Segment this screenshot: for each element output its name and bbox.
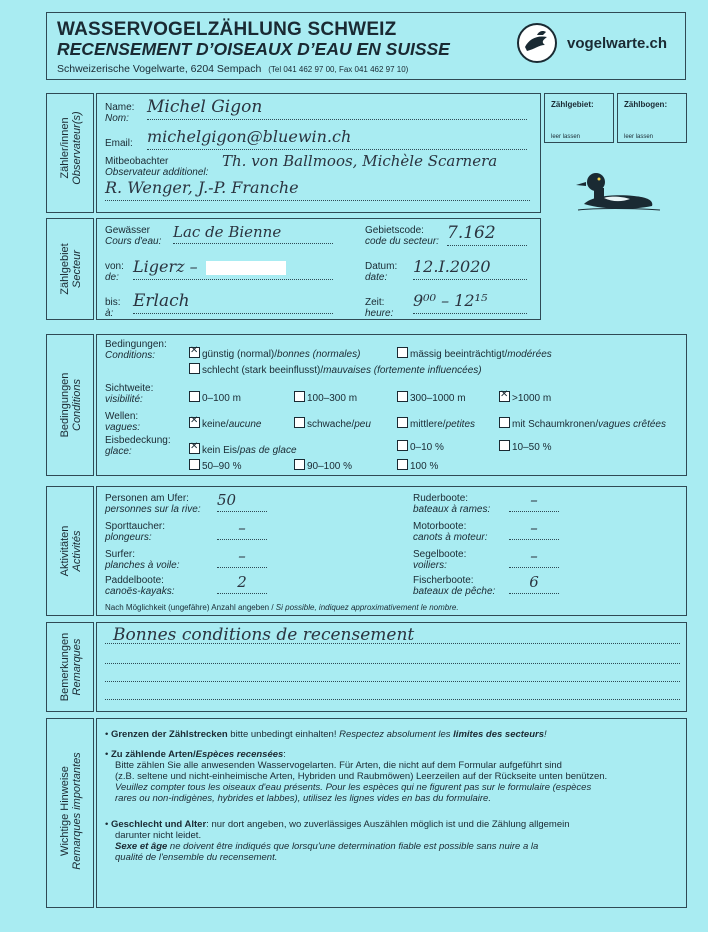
note1-end: ! bbox=[544, 729, 547, 740]
remarks-box bbox=[96, 622, 687, 712]
duck-illustration-icon bbox=[574, 166, 664, 216]
shore-value[interactable]: 50 bbox=[217, 491, 267, 512]
diver-label-de: Sporttaucher: bbox=[105, 521, 166, 532]
ice-3-text: 10–50 % bbox=[512, 442, 552, 453]
conditions-label-fr: Conditions bbox=[71, 379, 83, 431]
cond-moderate-text: mässig beeinträchtigt/ bbox=[410, 349, 508, 360]
leer-lassen-1: leer lassen bbox=[551, 134, 581, 140]
vogelwarte-logo bbox=[517, 23, 557, 63]
shore-label-fr: personnes sur la rive: bbox=[105, 504, 201, 515]
to-label bbox=[105, 297, 121, 319]
date-label-de: Datum: bbox=[365, 261, 398, 272]
activities-side bbox=[46, 486, 94, 616]
ice-2-checkbox[interactable] bbox=[397, 440, 408, 451]
from-label-fr: de: bbox=[105, 272, 119, 283]
vis-3-checkbox[interactable] bbox=[397, 391, 408, 402]
cond-good-checkbox[interactable] bbox=[189, 347, 200, 358]
note3-line4: qualité de l'ensemble du recensement. bbox=[115, 852, 278, 863]
diver-label bbox=[105, 521, 165, 543]
sector-section-label bbox=[59, 217, 83, 321]
vis-option-3[interactable] bbox=[397, 391, 466, 404]
water-value[interactable]: Lac de Bienne bbox=[173, 223, 333, 244]
wave-label-de: Wellen: bbox=[105, 411, 139, 422]
water-label-fr: Cours d'eau: bbox=[105, 236, 162, 247]
time-value[interactable]: 9⁰⁰ – 12¹⁵ bbox=[413, 291, 527, 314]
vis-option-4[interactable] bbox=[499, 391, 551, 404]
notes-side bbox=[46, 718, 94, 908]
paddle-label bbox=[105, 575, 174, 597]
wave-label-fr: vagues: bbox=[105, 422, 141, 433]
notes-box bbox=[96, 718, 687, 908]
brand-name: vogelwarte.ch bbox=[567, 35, 668, 52]
cond-good-text-fr: bonnes (normales) bbox=[277, 349, 361, 360]
wave-3-text: mittlere/ bbox=[410, 419, 446, 430]
vis-2-text: 100–300 m bbox=[307, 393, 358, 404]
code-label-de: Gebietscode: bbox=[365, 225, 424, 236]
wave-4-text-fr: vagues crêtées bbox=[598, 419, 666, 430]
sector-side bbox=[46, 218, 94, 320]
cond-option-bad[interactable] bbox=[189, 363, 482, 376]
note1-italic: Respectez absolument les bbox=[339, 729, 454, 740]
note3-line2: darunter nicht leidet. bbox=[115, 830, 202, 841]
sector-label-fr: Secteur bbox=[71, 250, 83, 288]
note2-head-end: : bbox=[283, 749, 286, 760]
co-observer-value-2[interactable]: R. Wenger, J.-P. Franche bbox=[105, 178, 530, 201]
note1-text: bitte unbedingt einhalten! bbox=[227, 729, 340, 740]
motor-label bbox=[413, 521, 487, 543]
vis-label bbox=[105, 383, 153, 405]
row-value[interactable]: – bbox=[509, 491, 559, 512]
note2-head: Zu zählende Arten/ bbox=[110, 749, 196, 760]
bird-logo-icon bbox=[519, 25, 555, 61]
from-label-de: von: bbox=[105, 261, 124, 272]
email-label: Email: bbox=[105, 138, 133, 149]
title-de: WASSERVOGELZÄHLUNG SCHWEIZ bbox=[57, 19, 397, 40]
wave-4-text: mit Schaumkronen/ bbox=[512, 419, 599, 430]
remarks-line-4 bbox=[105, 699, 680, 700]
wave-option-4[interactable] bbox=[499, 417, 666, 430]
vis-3-text: 300–1000 m bbox=[410, 393, 466, 404]
fish-label bbox=[413, 575, 495, 597]
zahlbogen-box bbox=[617, 93, 687, 143]
ice-option-5[interactable] bbox=[294, 459, 352, 472]
ice-label bbox=[105, 435, 171, 457]
note2-line4: rares ou non-indigènes, hybrides et labbes), utilisez les lignes vides en bas du formulaire. bbox=[115, 793, 491, 804]
cond-option-moderate[interactable] bbox=[397, 347, 552, 360]
observer-side bbox=[46, 93, 94, 213]
sail-label-de: Segelboote: bbox=[413, 549, 467, 560]
ice-option-4[interactable] bbox=[189, 459, 241, 472]
vis-option-2[interactable] bbox=[294, 391, 357, 404]
wave-1-text: keine/ bbox=[202, 419, 229, 430]
surf-label-fr: planches à voile: bbox=[105, 560, 180, 571]
remarks-side bbox=[46, 622, 94, 712]
co-observer-value-1[interactable]: Th. von Ballmoos, Michèle Scarnera bbox=[222, 152, 498, 170]
conditions-side bbox=[46, 334, 94, 476]
observer-box bbox=[96, 93, 541, 213]
row-label-de: Ruderboote: bbox=[413, 493, 469, 504]
paddle-label-de: Paddelboote: bbox=[105, 575, 164, 586]
conditions-section-label bbox=[59, 335, 83, 475]
wave-2-text-fr: peu bbox=[354, 419, 371, 430]
remarks-section-label bbox=[59, 621, 83, 713]
surf-label bbox=[105, 549, 180, 571]
note3-bold: Sexe et âge bbox=[115, 841, 168, 852]
ice-6-checkbox[interactable] bbox=[397, 459, 408, 470]
ice-1-text-fr: pas de glace bbox=[239, 445, 297, 456]
phone-text: (Tel 041 462 97 00, Fax 041 462 97 10) bbox=[268, 65, 409, 74]
sail-label bbox=[413, 549, 466, 571]
water-label bbox=[105, 225, 161, 247]
ice-4-text: 50–90 % bbox=[202, 461, 242, 472]
activities-label-de: Aktivitäten bbox=[59, 525, 71, 577]
date-label-fr: date: bbox=[365, 272, 388, 283]
header-address bbox=[57, 63, 408, 75]
ice-2-text: 0–10 % bbox=[410, 442, 444, 453]
zahlgebiet-box bbox=[544, 93, 614, 143]
remarks-label-de: Bemerkungen bbox=[59, 632, 71, 702]
shore-label bbox=[105, 493, 201, 515]
note3-line3: ne doivent être indiqués que lorsqu'une determination fiable est possible sans nuire a la bbox=[167, 841, 539, 852]
sail-value[interactable]: – bbox=[509, 547, 559, 568]
ice-5-text: 90–100 % bbox=[307, 461, 353, 472]
time-label bbox=[365, 297, 393, 319]
sail-label-fr: voiliers: bbox=[413, 560, 447, 571]
vis-label-de: Sichtweite: bbox=[105, 383, 154, 394]
note2-head-it: Espèces recensées bbox=[195, 749, 284, 760]
vis-label-fr: visibilité: bbox=[105, 394, 143, 405]
ice-option-1[interactable] bbox=[189, 443, 297, 456]
name-label-de: Name: bbox=[105, 102, 135, 113]
surf-label-de: Surfer: bbox=[105, 549, 136, 560]
row-label-fr: bateaux à rames: bbox=[413, 504, 491, 515]
wave-label bbox=[105, 411, 140, 433]
notes-section-label bbox=[59, 722, 83, 900]
remarks-line-3 bbox=[105, 681, 680, 682]
note-bullet-2: • Zu zählende Arten/Espèces recensées: Bitte zählen Sie alle anwesenden Wasservogelarten. Für Arten, die nicht auf dem Formular aufgeführt sind (z.B. seltene und nicht-einheimische Arten, Hybriden und Raubmöwen) Leerzeilen auf der Rückseite unten benützen. Veuillez compter tous les oiseaux d'eau présents. Pour les espèces qui ne figurent pas sur le formulaire (espèces rares ou non-indigènes, hybrides et labbes), utilisez les lignes vides en bas du formulaire. bbox=[105, 749, 680, 804]
note2-line2: (z.B. seltene und nicht-einheimische Arten, Hybriden und Raubmöwen) Leerzeilen auf der Rückseite unten benützen. bbox=[115, 771, 608, 782]
remarks-label-fr: Remarques bbox=[71, 638, 83, 696]
diver-label-fr: plongeurs: bbox=[105, 532, 152, 543]
paddle-value[interactable]: 2 bbox=[217, 573, 267, 594]
activities-section-label bbox=[59, 487, 83, 615]
leer-lassen-2: leer lassen bbox=[624, 134, 654, 140]
from-value: Ligerz – bbox=[133, 257, 198, 276]
time-label-de: Zeit: bbox=[365, 297, 385, 308]
ice-option-2[interactable] bbox=[397, 440, 444, 453]
vis-1-text: 0–100 m bbox=[202, 393, 241, 404]
cond-option-good[interactable] bbox=[189, 347, 360, 360]
ice-option-3[interactable] bbox=[499, 440, 551, 453]
remarks-line-1 bbox=[105, 643, 680, 644]
to-label-de: bis: bbox=[105, 297, 121, 308]
code-label bbox=[365, 225, 439, 247]
ice-label-de: Eisbedeckung: bbox=[105, 435, 171, 446]
date-label bbox=[365, 261, 397, 283]
vis-option-1[interactable] bbox=[189, 391, 241, 404]
wave-option-3[interactable] bbox=[397, 417, 475, 430]
note-bullet-1: • Grenzen der Zählstrecken bitte unbedingt einhalten! Respectez absolument les limites des secteurs! bbox=[105, 729, 547, 740]
redaction-block bbox=[206, 261, 286, 275]
note3-head: Geschlecht und Alter bbox=[110, 819, 207, 830]
note-de: Nach Möglichkeit (ungefähre) Anzahl angeben / bbox=[105, 603, 274, 612]
to-label-fr: à: bbox=[105, 308, 114, 319]
note1-bold2: limites des secteurs bbox=[453, 729, 544, 740]
vis-1-checkbox[interactable] bbox=[189, 391, 200, 402]
cond-label-fr: Conditions: bbox=[105, 350, 156, 361]
wave-4-checkbox[interactable] bbox=[499, 417, 510, 428]
to-value[interactable]: Erlach bbox=[133, 291, 333, 314]
vis-4-checkbox[interactable] bbox=[499, 391, 510, 402]
note-fr: Si possible, indiquez approximativement le nombre. bbox=[275, 603, 459, 612]
observer-label-fr: Observateur(s) bbox=[71, 111, 83, 185]
water-label-de: Gewässer bbox=[105, 225, 151, 236]
wave-option-2[interactable] bbox=[294, 417, 371, 430]
shore-label-de: Personen am Ufer: bbox=[105, 493, 189, 504]
from-field[interactable] bbox=[133, 257, 333, 280]
fish-label-fr: bateaux de pêche: bbox=[413, 586, 496, 597]
time-label-fr: heure: bbox=[365, 308, 394, 319]
vis-2-checkbox[interactable] bbox=[294, 391, 305, 402]
observer-section-label bbox=[59, 84, 83, 212]
vis-4-text: >1000 m bbox=[512, 393, 552, 404]
cond-bad-checkbox[interactable] bbox=[189, 363, 200, 374]
code-value[interactable]: 7.162 bbox=[447, 223, 527, 246]
paddle-label-fr: canoës-kayaks: bbox=[105, 586, 175, 597]
ice-option-6[interactable] bbox=[397, 459, 438, 472]
observer-label-de: Zähler/innen bbox=[59, 117, 71, 179]
wave-2-text: schwache/ bbox=[307, 419, 355, 430]
date-value[interactable]: 12.I.2020 bbox=[413, 257, 527, 280]
from-label bbox=[105, 261, 124, 283]
cond-good-text: günstig (normal)/ bbox=[202, 349, 278, 360]
sector-box bbox=[96, 218, 541, 320]
note3-line1: : nur dort angeben, wo zuverlässiges Auszählen möglich ist und die Zählung allgemein bbox=[206, 819, 570, 830]
conditions-label-de: Bedingungen bbox=[59, 372, 71, 438]
cond-bad-text-fr: mauvaises (fortemente influencées) bbox=[323, 365, 482, 376]
cond-label-de: Bedingungen: bbox=[105, 339, 167, 350]
notes-label-fr: Remarques importantes bbox=[71, 752, 83, 870]
conditions-box bbox=[96, 334, 687, 476]
fish-label-de: Fischerboote: bbox=[413, 575, 474, 586]
fish-value[interactable]: 6 bbox=[509, 573, 559, 594]
cond-moderate-text-fr: modérées bbox=[507, 349, 552, 360]
ice-5-checkbox[interactable] bbox=[294, 459, 305, 470]
title-fr: RECENSEMENT D’OISEAUX D’EAU EN SUISSE bbox=[57, 39, 450, 59]
address-text: Schweizerische Vogelwarte, 6204 Sempach bbox=[57, 63, 262, 75]
name-value[interactable]: Michel Gigon bbox=[147, 97, 527, 120]
name-label bbox=[105, 102, 134, 124]
row-label bbox=[413, 493, 490, 515]
co-label-fr: Observateur additionel: bbox=[105, 167, 209, 178]
cond-bad-text: schlecht (stark beeinflusst)/ bbox=[202, 365, 324, 376]
sector-label-de: Zählgebiet bbox=[59, 243, 71, 295]
remarks-text[interactable]: Bonnes conditions de recensement bbox=[113, 625, 415, 645]
notes-label-de: Wichtige Hinweise bbox=[59, 766, 71, 856]
ice-3-checkbox[interactable] bbox=[499, 440, 510, 451]
motor-label-de: Motorboote: bbox=[413, 521, 467, 532]
surf-value[interactable]: – bbox=[217, 547, 267, 568]
zahlgebiet-label: Zählgebiet: bbox=[551, 100, 594, 109]
note1-bold: Grenzen der Zählstrecken bbox=[110, 729, 228, 740]
cond-moderate-checkbox[interactable] bbox=[397, 347, 408, 358]
header-box bbox=[46, 12, 686, 80]
zahlbogen-label: Zählbogen: bbox=[624, 100, 668, 109]
note2-line1: Bitte zählen Sie alle anwesenden Wasservogelarten. Für Arten, die nicht auf dem Formular aufgeführt sind bbox=[115, 760, 562, 771]
ice-1-checkbox[interactable] bbox=[189, 443, 200, 454]
cond-label bbox=[105, 339, 167, 361]
remarks-line-2 bbox=[105, 663, 680, 664]
wave-1-text-fr: aucune bbox=[228, 419, 262, 430]
activities-note bbox=[105, 603, 459, 612]
ice-1-text: kein Eis/ bbox=[202, 445, 240, 456]
motor-label-fr: canots à moteur: bbox=[413, 532, 488, 543]
ice-6-text: 100 % bbox=[410, 461, 439, 472]
wave-option-1[interactable] bbox=[189, 417, 262, 430]
wave-3-checkbox[interactable] bbox=[397, 417, 408, 428]
wave-2-checkbox[interactable] bbox=[294, 417, 305, 428]
email-value[interactable]: michelgigon@bluewin.ch bbox=[147, 127, 527, 150]
co-observer-label bbox=[105, 156, 208, 178]
activities-label-fr: Activités bbox=[71, 530, 83, 572]
activities-box bbox=[96, 486, 687, 616]
ice-4-checkbox[interactable] bbox=[189, 459, 200, 470]
ice-label-fr: glace: bbox=[105, 446, 132, 457]
code-label-fr: code du secteur: bbox=[365, 236, 439, 247]
diver-value[interactable]: – bbox=[217, 519, 267, 540]
note-bullet-3: • Geschlecht und Alter: nur dort angeben, wo zuverlässiges Auszählen möglich ist und die Zählung allgemein darunter nicht leidet. Sexe et âge ne doivent être indiqués que lorsqu'une determination fiable est possible sans nuire a la qualité de l'ensemble du recensement. bbox=[105, 819, 680, 863]
wave-1-checkbox[interactable] bbox=[189, 417, 200, 428]
note2-line3: Veuillez compter tous les oiseaux d'eau présents. Pour les espèces qui ne figurent pas sur le formulaire (espèces bbox=[115, 782, 592, 793]
motor-value[interactable]: – bbox=[509, 519, 559, 540]
wave-3-text-fr: petites bbox=[445, 419, 476, 430]
name-label-fr: Nom: bbox=[105, 113, 129, 124]
co-label-de: Mitbeobachter bbox=[105, 156, 169, 167]
